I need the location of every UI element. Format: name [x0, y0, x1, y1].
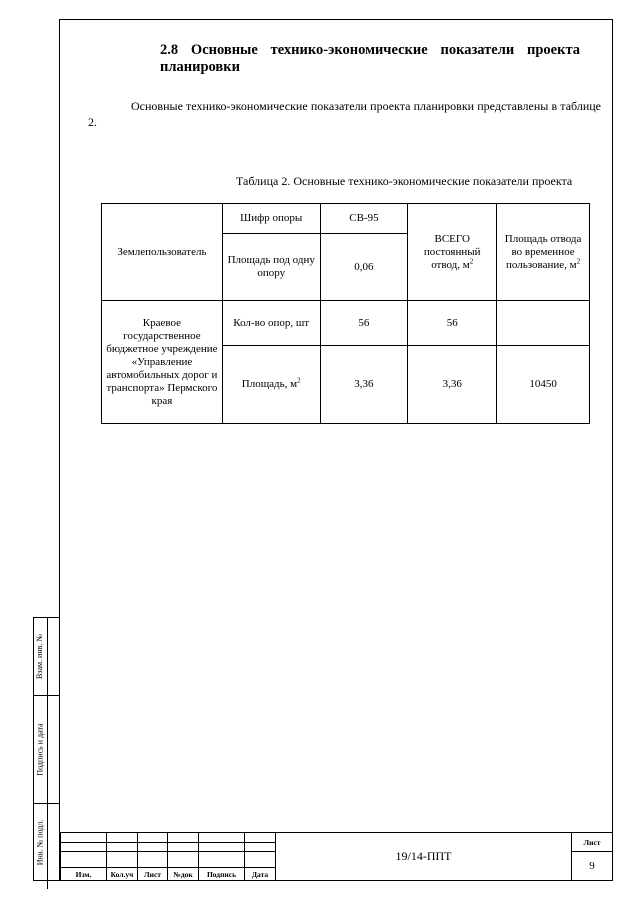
cell-area: 3,36	[320, 346, 408, 424]
label-area-per-support: Площадь под одну опору	[222, 234, 320, 301]
table-caption: Таблица 2. Основные технико-экономические показатели проекта	[236, 174, 573, 188]
cell-support-count-temporary	[497, 301, 590, 346]
stamp-col-date: Дата	[245, 868, 276, 881]
stamp-col-sign: Подпись	[199, 868, 245, 881]
cell-support-count: 56	[320, 301, 408, 346]
side-label-inv-original: Инв. № подл.	[35, 819, 45, 865]
label-area: Площадь, $м^2$	[222, 346, 320, 424]
side-divider	[47, 617, 48, 889]
document-code: 19/14-ППТ	[276, 833, 572, 881]
cell-area-total: 3,36	[408, 346, 497, 424]
side-label-sign-date: Подпись и дата	[35, 722, 45, 776]
indicators-table	[101, 203, 590, 424]
header-support-code: Шифр опоры	[222, 204, 320, 234]
stamp-col-sheet: Лист	[138, 868, 168, 881]
header-temporary-area: Площадь отвода во временное пользование, $м^2$	[497, 204, 590, 301]
page-frame	[59, 19, 613, 881]
stamp-col-change: Изм.	[61, 868, 107, 881]
cell-area-per-support: 0,06	[320, 234, 408, 301]
stamp-col-count: Кол.уч	[107, 868, 138, 881]
sheet-number: 9	[572, 852, 613, 881]
header-total-permanent: ВСЕГО постоянный отвод, $м^2$	[408, 204, 497, 301]
cell-support-code: СВ-95	[320, 204, 408, 234]
cell-support-count-total: 56	[408, 301, 497, 346]
label-support-count: Кол-во опор, шт	[222, 301, 320, 346]
header-land-user: Землепользователь	[102, 204, 223, 301]
side-label-inv-replace: Взам. инв. №	[35, 633, 45, 679]
stamp-col-doc: №док	[168, 868, 199, 881]
intro-paragraph: Основные технико-экономические показатели проекта планировки представлены в таблице 2.	[88, 99, 601, 129]
cell-area-temporary: 10450	[497, 346, 590, 424]
cell-land-user-name: Краевое государственное бюджетное учреждение «Управление автомобильных дорог и транспорта» Пермского края	[102, 301, 223, 424]
sheet-label: Лист	[572, 833, 613, 852]
title-block	[60, 832, 613, 881]
section-title: 2.8 Основные технико-экономические показатели проекта планировки	[160, 42, 580, 75]
